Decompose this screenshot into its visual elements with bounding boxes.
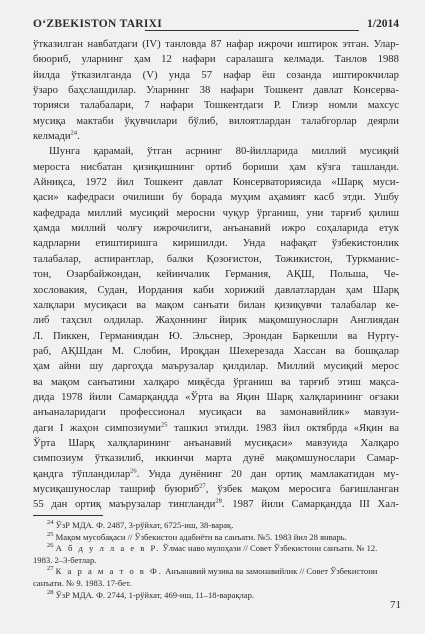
body-line: ўзаро баҳслашдилар. Уларнинг 38 нафари Тошкент давлат Консерва- [33, 84, 399, 97]
footnote-continuation: санъати. № 9. 1983. 17-бет. [33, 577, 132, 588]
footnote-ref: 25 [160, 421, 168, 429]
footnote-ref: 24 [70, 129, 78, 137]
article-body [33, 37, 399, 513]
footnote: $^{27}$ К а р а м а т о в Ф. Анъанавий музика ва замонавийлик // Совет Ўзбекистони [47, 565, 378, 577]
body-line: торияси талабалари, 7 нафари Тошкентдаги Р. Глиэр номли махсус [33, 99, 399, 112]
body-line: дида 1978 йили Самарқандда «Ўрта ва Яқин Шарқ халқларининг оғзаки [33, 390, 399, 403]
body-line: халқлари мусиқаси ва мақом санъати билан қизиқувчи талабалар ке- [33, 298, 399, 311]
page-number: 71 [390, 599, 401, 611]
footnote-ref: 27 [199, 482, 206, 490]
body-line: қаси» кафедраси очилиши бу борада муҳим аҳамият касб этди. Ушбу [33, 191, 399, 204]
footnote: $^{28}$ ЎзР МДА. Ф. 2744, 1-рўйхат, 469-иш, 11–18-варақлар. [47, 588, 255, 600]
body-line: кадрларни етиштиришга киришилди. Унда нафақат ўзбекистонлик [33, 237, 399, 250]
body-line: Айниқса, 1972 йил Тошкент давлат Консерваториясида «Шарқ муси- [33, 176, 399, 189]
footnote: $^{26}$ А б д у л л а е в Р. Ўлмас наво мулоҳази // Совет Ўзбекистони санъати. № 12. [47, 542, 378, 554]
journal-title: O‘ZBEKISTON TARIXI [33, 18, 163, 30]
body-line: 55 дан ортиқ маърузалар тингланди$^{28}$. 1987 йили Самарқандда III Хал- [33, 497, 399, 511]
body-line: йилда ўтказилганда (V) унда 57 нафар ёш созанда иштирокчилар [33, 68, 399, 81]
footnote-ref: 26 [130, 467, 137, 475]
footnote-ref: 28 [215, 497, 222, 505]
body-line: Ўрта Шарқ халқларининг анъанавий мусиқаси» мавзуида Халқаро [33, 436, 399, 449]
header-rule [145, 30, 359, 31]
body-line: мусиқашунослар ташриф буюриб$^{27}$, ўзбек мақом меросига бағишланган [33, 482, 399, 495]
body-line: Шунга қарамай, ўтган асрнинг 80-йилларида миллий мусиқий [49, 145, 399, 158]
body-line: Л. Пиккен, Германиядан Ю. Эльснер, Эрондан Баркешли ва Нурту- [33, 329, 399, 342]
body-line: ҳамда миллий чолғу ижрочилиги, анъанавий ижро соҳаларида етук [33, 222, 399, 235]
body-line: даги I жаҳон симпозиуми$^{25}$ ташкил этилди. 1983 йил октябрда «Яқин ва [33, 421, 399, 434]
issue-number: 1/2014 [367, 18, 399, 30]
body-line: бюориб, уларнинг ҳам 12 нафари саралашга келмади. Танлов 1988 [33, 53, 399, 66]
footnote: $^{25}$ Мақом мусобақаси // Ўзбекистон адабиёти ва санъати. №5. 1983 йил 28 январь. [47, 530, 347, 542]
body-line: анъаналаридаги профессионал мусиқаси ва замонавийлик» мавзуи- [33, 406, 399, 419]
body-line: ҳам айни шу даргоҳда маърузалар қилдилар. Миллий мусиқий мерос [33, 360, 399, 373]
body-line: симпозиум ўтказилиб, иккинчи марта дунё мақомшунослари Самар- [33, 452, 399, 465]
body-line: либ таҳсил олдилар. Жаҳоннинг йирик мақомшуносларн Англиядан [33, 314, 399, 327]
footnotes [33, 520, 399, 601]
body-line: тон, Озарбайжондан, кейинчалик Германия, АҚШ, Польша, Че- [33, 268, 399, 281]
body-line: кафедрада миллий мусиқий меросни чуқур ўрганиш, уни тарғиб қилиш [33, 206, 399, 219]
footnote-separator [33, 515, 103, 516]
footnote: $^{24}$ ЎзР МДА. Ф. 2487, 3-рўйхат, 6725-иш, 38-варақ. [47, 519, 234, 530]
footnote-continuation: 1983. 2–3-бетлар. [33, 554, 97, 565]
body-line: мероста нисбатан қизиқишнинг ортиб бориши ҳам кўзга ташланди. [33, 160, 399, 173]
body-line: мусиқа мактаби ўқувчилари бўлиб, вилоятлардан талабгорлар деярли [33, 114, 399, 127]
running-header [33, 18, 399, 34]
body-line: талабалар, аспирантлар, балки Қозоғистон, Тожикистон, Туркманис- [33, 252, 399, 265]
body-line: қандга тўпландилар$^{26}$. Унда дунёнинг 20 дан ортиқ мамлакатидан му- [33, 467, 399, 480]
body-line: ва мақом санъатини халқаро миқёсда ўрганиш ва тарғиб этиш мақса- [33, 375, 399, 388]
body-line: раб, АҚШдан М. Слобин, Ироқдан Шехерезада Хассан ва бошқалар [33, 344, 399, 357]
body-line: келмади$^{24}$. [33, 129, 80, 143]
body-line: ўтказилган навбатдаги (IV) танловда 87 нафар ижрочи иштирок этган. Улар- [33, 38, 399, 50]
body-line: хословакия, Судан, Иордания каби хорижий давлатлардан ҳам Шарқ [33, 283, 399, 296]
